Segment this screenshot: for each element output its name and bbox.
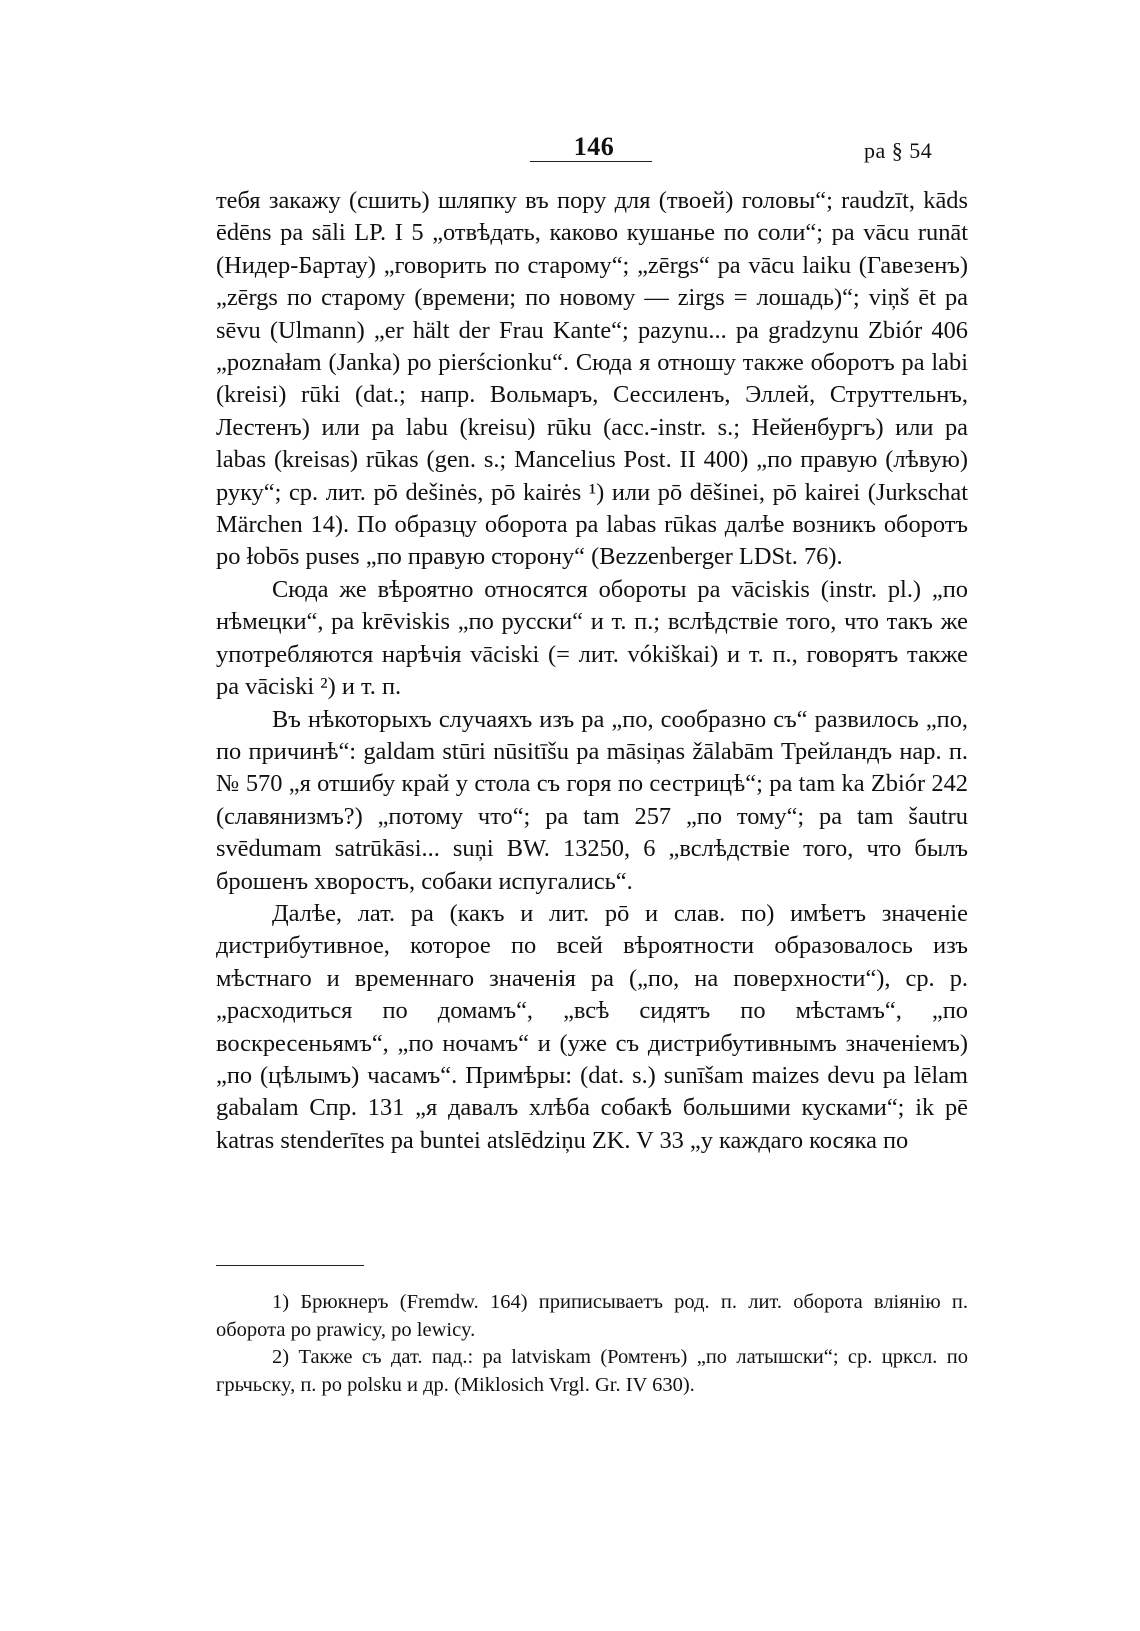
footnote-1: 1) Брюкнеръ (Fremdw. 164) приписываетъ род. п. лит. оборота вліянію п. оборота po prawicy, po lewicy. xyxy=(216,1291,968,1341)
page-header xyxy=(0,128,1140,168)
footnote-2: 2) Также съ дат. пад.: pa latviskam (Ромтенъ) „по латышски“; ср. цркcл. по грьчьскy, п. po polsku и др. (Miklosich Vrgl. Gr. IV 630). xyxy=(216,1346,968,1396)
running-head: pa § 54 xyxy=(864,138,933,163)
footnote-separator xyxy=(216,1265,364,1266)
paragraph-2: Сюда же вѣроятно относятся обороты pa vāciskis (instr. pl.) „по нѣмецки“, pa krēviskis „по русски“ и т. п.; вслѣдствіе того, что такъ же употребляются нарѣчія vāciski (= лит. vókiškai) и т. п., говорятъ также pa vāciski ²) и т. п. xyxy=(216,575,968,701)
page-number: 146 xyxy=(573,132,615,161)
paragraph-4: Далѣе, лат. pa (какъ и лит. pō и слав. по) имѣетъ значеніе дистрибутивное, которое по всей вѣроятности образовалось изъ мѣстнаго и временнаго значенія pa („по, на поверхности“), ср. р. „расходиться по домамъ“, „всѣ сидятъ по мѣстамъ“, „по воскресеньямъ“, „по ночамъ“ и (уже съ дистрибутивнымъ значеніемъ) „по (цѣлымъ) часамъ“. Примѣры: (dat. s.) sunīšam maizes devu pa lēlam gabalam Спр. 131 „я давалъ хлѣба собакѣ большими кусками“; ik pē katras stenderītes pa buntei atslēdziņu ZK. V 33 „у каждаго косяка по xyxy=(216,899,968,1154)
footnotes xyxy=(216,1289,968,1399)
paragraph-3: Въ нѣкоторыхъ случаяхъ изъ pa „по, сообразно съ“ развилось „по, по причинѣ“: galdam stūri nūsitīšu pa māsiņas žālabām Трейландъ нар. п. № 570 „я отшибу край у стола съ горя по сестрицѣ“; pa tam ka Zbiór 242 (славянизмъ?) „потому что“; pa tam 257 „по тому“; pa tam šautru svēdumam satrūkāsi... suņi BW. 13250, 6 „вслѣдствіе того, что былъ брошенъ хворостъ, собаки испугались“. xyxy=(216,705,968,895)
paragraph-1: тебя закажу (сшить) шляпку въ пору для (твоей) головы“; raudzīt, kāds ēdēns pa sāli LP. I 5 „отвѣдать, каково кушанье по соли“; pa vācu runāt (Нидер-Бартау) „говорить по старому“; „zērgs“ pa vācu laiku (Гавезенъ) „zērgs по старому (времени; по новому — zirgs = лошадь)“; viņš ēt pa sēvu (Ulmann) „er hält der Frau Kante“; pazynu... pa gradzynu Zbiór 406 „poznałam (Janka) po pierścionku“. Сюда я отношу также оборотъ pa labi (kreisi) rūki (dat.; напр. Вольмаръ, Сессиленъ, Эллей, Струттельнъ, Лестенъ) или pa labu (kreisu) rūku (acc.-instr. s.; Нейенбургъ) или pa labas (kreisas) rūkas (gen. s.; Mancelius Post. II 400) „по правую (лѣвую) руку“; ср. лит. pō dešinės, pō kairės ¹) или pō dēšinei, pō kairei (Jurkschat Märchen 14). По образцу оборота pa labas rūkas далѣе возникъ оборотъ po łobōs puses „по правую сторону“ (Bezzenberger LDSt. 76). xyxy=(216,187,968,571)
body-text xyxy=(216,185,968,1157)
header-rule xyxy=(530,161,652,162)
